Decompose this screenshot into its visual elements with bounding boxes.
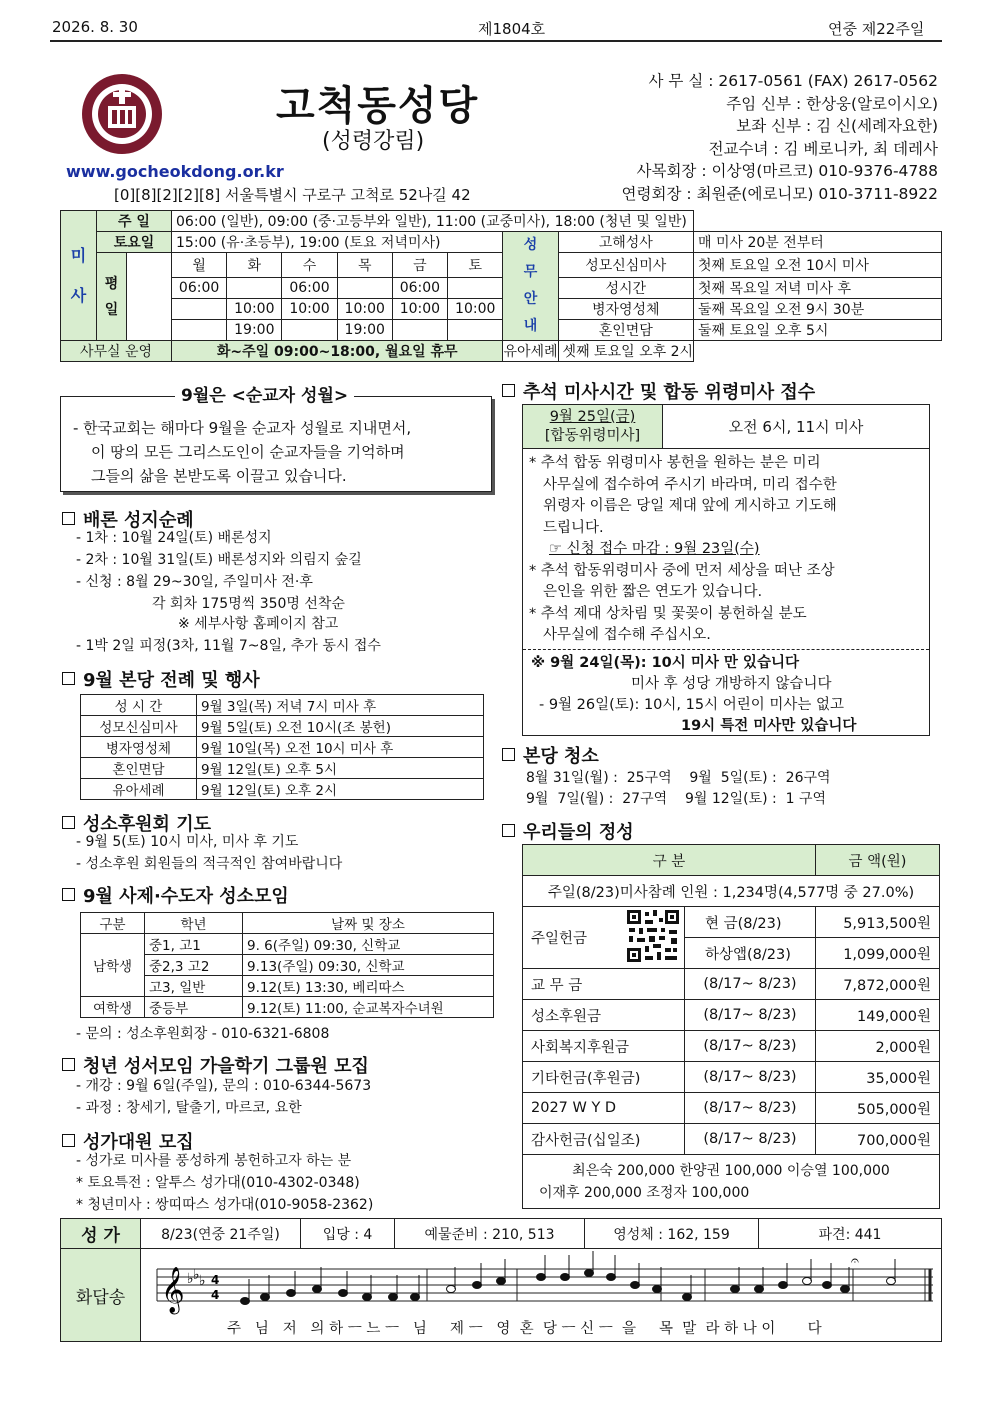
guide-time: 둘째 목요일 오전 9시 30분 bbox=[694, 299, 942, 320]
choir-title-text: 성가대원 모집 bbox=[83, 1132, 194, 1153]
guide-name: 병자영성체 bbox=[558, 299, 693, 320]
parish-title: 고척동성당 bbox=[276, 83, 480, 129]
gathering-table bbox=[80, 912, 494, 1018]
lyric: 목 bbox=[659, 1321, 674, 1337]
psalm-note bbox=[585, 1270, 594, 1277]
guide-name: 고해성사 bbox=[558, 232, 693, 253]
liturgy-title-text: 9월 본당 전례 및 행사 bbox=[83, 670, 260, 691]
psalm-note bbox=[497, 1278, 506, 1285]
psalm-note bbox=[653, 1286, 662, 1293]
gathering-place: 9.13(주일) 09:30, 신학교 bbox=[243, 955, 494, 976]
cleaning-line: 8월 31일(월) : 25구역 9월 5일(토) : 26구역 bbox=[526, 770, 831, 786]
psalm-note bbox=[803, 1278, 812, 1285]
offering-item: 감사헌금(십일조) bbox=[523, 1124, 685, 1155]
mass-cell: 06:00 bbox=[392, 278, 447, 299]
chuseok-line: * 추석 합동 위령미사 봉헌을 원하는 분은 미리 bbox=[529, 455, 821, 471]
mass-cell: 10:00 bbox=[227, 299, 282, 320]
choir-line: - 성가로 미사를 풍성하게 봉헌하고자 하는 분 bbox=[76, 1153, 352, 1169]
pilgrimage-title-text: 배론 성지순례 bbox=[83, 510, 194, 531]
chuseok-body bbox=[529, 453, 837, 647]
day-thu: 목 bbox=[337, 253, 392, 278]
gathering-place: 9. 6(주일) 09:30, 신학교 bbox=[243, 934, 494, 955]
lyric: 신 bbox=[580, 1321, 595, 1337]
mass-cell bbox=[392, 320, 447, 341]
liturgy-time: 9월 12일(토) 오후 2시 bbox=[197, 779, 484, 800]
liturgy-name: 성 시 간 bbox=[81, 695, 197, 716]
offering-item: 성소후원금 bbox=[523, 1000, 685, 1031]
vocation-title-text: 성소후원회 기도 bbox=[83, 814, 211, 835]
gathering-grade: 중1, 고1 bbox=[145, 934, 243, 955]
gathering-grade: 중2,3 고2 bbox=[145, 955, 243, 976]
offering-item: 교 무 금 bbox=[523, 969, 685, 1000]
liturgy-name: 유아세례 bbox=[81, 779, 197, 800]
day-wed: 수 bbox=[282, 253, 337, 278]
psalm-note bbox=[607, 1274, 616, 1281]
cleaning-title bbox=[502, 742, 599, 768]
lyric: ㅡ bbox=[385, 1321, 400, 1337]
offering-item: 2027 W Y D bbox=[523, 1093, 685, 1124]
liturgy-time: 9월 12일(토) 오후 5시 bbox=[197, 758, 484, 779]
guide-time: 둘째 토요일 오후 5시 bbox=[694, 320, 942, 341]
feast-subtitle: (성령강림) bbox=[322, 129, 425, 154]
month-box bbox=[60, 386, 492, 492]
gathering-place: 9.12(토) 13:30, 베리따스 bbox=[243, 976, 494, 997]
youth-line: - 개강 : 9월 6일(주일), 문의 : 010-6344-5673 bbox=[76, 1078, 372, 1094]
guide-time: 셋째 토요일 오후 2시 bbox=[558, 341, 693, 362]
youth-line: - 과정 : 창세기, 탈출기, 마르코, 요한 bbox=[76, 1100, 302, 1116]
qr-code-icon bbox=[623, 907, 685, 969]
weekday-label: 평 bbox=[104, 275, 119, 292]
gathering-contact: - 문의 : 성소후원회장 - 010-6321-6808 bbox=[76, 1026, 330, 1042]
guide-label: 성 bbox=[523, 237, 538, 253]
chuseok-note: 19시 특전 미사만 있습니다 bbox=[681, 718, 857, 734]
offering-amount: 35,000원 bbox=[816, 1062, 940, 1093]
psalm-note bbox=[473, 1282, 482, 1289]
liturgy-name: 혼인면담 bbox=[81, 758, 197, 779]
liturgical-week: 연중 제22주일 bbox=[828, 20, 925, 38]
guide-label-3: 안 bbox=[523, 291, 538, 307]
chuseok-note: ※ 9월 24일(목): 10시 미사 만 있습니다 bbox=[531, 655, 799, 671]
svg-text:4: 4 bbox=[211, 1288, 220, 1302]
lyric: 님 bbox=[412, 1321, 427, 1337]
contact-funeral: 연령회장 : 최원준(에로니모) 010-3711-8922 bbox=[621, 184, 938, 203]
lyric: 제 bbox=[449, 1321, 464, 1337]
lyric: 을 bbox=[621, 1321, 636, 1337]
chuseok-line: * 추석 합동위령미사 중에 먼저 세상을 떠난 조상 bbox=[529, 562, 835, 579]
liturgy-time: 9월 3일(목) 저녁 7시 미사 후 bbox=[197, 695, 484, 716]
lyric: 영 bbox=[496, 1321, 511, 1337]
guide-name: 성모신심미사 bbox=[558, 253, 693, 278]
contact-council: 사목회장 : 이상영(마르코) 010-9376-4788 bbox=[636, 162, 938, 180]
guide-name: 유아세례 bbox=[503, 341, 558, 362]
row-spacer bbox=[127, 278, 172, 299]
pilgrimage-line: - 신청 : 8월 29~30일, 주일미사 전·후 bbox=[76, 574, 313, 590]
offering-header: 구 분 bbox=[523, 845, 816, 876]
app-label: 하상앱(8/23) bbox=[685, 938, 816, 969]
liturgy-name: 성모신심미사 bbox=[81, 716, 197, 737]
lyric: 당 bbox=[542, 1321, 557, 1337]
liturgy-title bbox=[62, 666, 260, 692]
gathering-group: 여학생 bbox=[81, 997, 145, 1018]
donor-line: 최은숙 200,000 한양권 100,000 이승열 100,000 bbox=[572, 1162, 890, 1179]
gathering-title-text: 9월 사제·수도자 성소모임 bbox=[83, 886, 289, 907]
mass-cell: 19:00 bbox=[227, 320, 282, 341]
psalm-note bbox=[887, 1278, 896, 1285]
contact-list bbox=[548, 70, 938, 205]
cash-label: 현 금(8/23) bbox=[685, 907, 816, 938]
psalm-note bbox=[841, 1286, 850, 1293]
lyric: 님 bbox=[254, 1321, 269, 1337]
guide-name: 성시간 bbox=[558, 278, 693, 299]
psalm-note bbox=[447, 1286, 456, 1293]
saturday-times: 15:00 (유·초등부), 19:00 (토요 저녁미사) bbox=[172, 232, 503, 253]
hymn-entrance: 입당 : 4 bbox=[301, 1219, 395, 1249]
hymn-offertory: 예물준비 : 210, 513 bbox=[395, 1219, 585, 1249]
liturgy-time: 9월 5일(토) 오전 10시(조 봉헌) bbox=[197, 716, 484, 737]
hymn-communion: 영성체 : 162, 159 bbox=[585, 1219, 759, 1249]
mass-cell bbox=[227, 278, 282, 299]
offering-title-text: 우리들의 정성 bbox=[523, 822, 634, 843]
donor-line: 이재후 200,000 조정자 100,000 bbox=[539, 1184, 750, 1201]
offering-table bbox=[522, 844, 940, 1209]
lyric: ㅡ bbox=[468, 1321, 483, 1337]
offering-item: 기타헌금(후원금) bbox=[523, 1062, 685, 1093]
vocation-line: - 성소후원 회원들의 적극적인 참여바랍니다 bbox=[76, 856, 343, 872]
chuseok-note: - 9월 26일(토): 10시, 15시 어린이 미사는 없고 bbox=[539, 697, 844, 713]
psalm-label: 화답송 bbox=[61, 1249, 141, 1342]
cleaning-title-text: 본당 청소 bbox=[523, 746, 599, 767]
mass-cell: 06:00 bbox=[282, 278, 337, 299]
day-fri: 금 bbox=[392, 253, 447, 278]
liturgy-time: 9월 10일(목) 오전 10시 미사 후 bbox=[197, 737, 484, 758]
svg-text:♭: ♭ bbox=[193, 1267, 200, 1283]
offering-amount: 2,000원 bbox=[816, 1031, 940, 1062]
lyric: 느 bbox=[366, 1321, 381, 1337]
mass-cell bbox=[448, 278, 503, 299]
gathering-grade: 고3, 일반 bbox=[145, 976, 243, 997]
mass-label-2: 사 bbox=[70, 285, 87, 305]
offering-amount: 7,872,000원 bbox=[816, 969, 940, 1000]
chuseok-time: 오전 6시, 11시 미사 bbox=[663, 405, 929, 449]
hymn-week: 8/23(연중 21주일) bbox=[141, 1219, 301, 1249]
psalm-score bbox=[141, 1249, 942, 1342]
psalm-note bbox=[561, 1274, 570, 1281]
lyric: 이 bbox=[761, 1321, 776, 1337]
vocation-line: - 9월 5(토) 10시 미사, 미사 후 기도 bbox=[76, 834, 299, 850]
contact-office: 사 무 실 : 2617-0561 (FAX) 2617-0562 bbox=[648, 72, 938, 90]
choir-line: * 청년미사 : 쌍띠따스 성가대(010-9058-2362) bbox=[76, 1197, 374, 1213]
header-rule bbox=[50, 40, 942, 42]
parish-seal bbox=[82, 74, 162, 154]
mass-cell: 10:00 bbox=[448, 299, 503, 320]
psalm-note bbox=[411, 1294, 420, 1301]
chuseok-line: * 추석 제대 상차림 및 꽃꽂이 봉헌하실 분도 bbox=[529, 605, 807, 622]
mass-cell bbox=[448, 320, 503, 341]
offering-period: (8/17~ 8/23) bbox=[685, 969, 816, 1000]
psalm-note bbox=[683, 1294, 692, 1301]
chuseok-line: 은인을 위한 짧은 연도가 있습니다. bbox=[543, 584, 763, 600]
gathering-group: 남학생 bbox=[81, 934, 145, 997]
cleaning-line: 9월 7일(월) : 27구역 9월 12일(토) : 1 구역 bbox=[526, 791, 827, 807]
lyric: 나 bbox=[742, 1321, 757, 1337]
offering-period: (8/17~ 8/23) bbox=[685, 1000, 816, 1031]
guide-label-4: 내 bbox=[523, 318, 538, 334]
chuseok-date-sub: [합동위령미사] bbox=[544, 428, 641, 444]
gathering-title bbox=[62, 882, 289, 908]
psalm-note bbox=[287, 1290, 296, 1297]
day-sat: 토 bbox=[448, 253, 503, 278]
psalm-note bbox=[779, 1282, 788, 1289]
lyric: 말 bbox=[682, 1321, 697, 1337]
app-amount: 1,099,000원 bbox=[816, 938, 940, 969]
svg-text:♭: ♭ bbox=[199, 1273, 206, 1289]
offering-attendance: 주일(8/23)미사참례 인원 : 1,234명(4,577명 중 27.0%) bbox=[523, 876, 940, 907]
guide-time: 첫째 토요일 오전 10시 미사 bbox=[694, 253, 942, 278]
chuseok-line: 사무실에 접수해 주십시오. bbox=[543, 627, 711, 643]
psalm-note bbox=[823, 1282, 832, 1289]
choir-line: * 토요특전 : 알투스 성가대(010-4302-0348) bbox=[76, 1175, 360, 1191]
liturgy-name: 병자영성체 bbox=[81, 737, 197, 758]
day-mon: 월 bbox=[172, 253, 227, 278]
saturday-label: 토요일 bbox=[97, 232, 172, 253]
mass-schedule-table bbox=[60, 210, 942, 362]
office-hours: 화~주일 09:00~18:00, 월요일 휴무 bbox=[172, 341, 503, 362]
mass-cell bbox=[172, 299, 227, 320]
gathering-header: 날짜 및 장소 bbox=[243, 913, 494, 934]
chuseok-title bbox=[502, 378, 815, 404]
lyric: 주 bbox=[227, 1321, 242, 1337]
chuseok-date: 9월 25일(금) bbox=[549, 409, 636, 425]
sunday-offering-label: 주일헌금 bbox=[523, 907, 623, 969]
chuseok-line: 드립니다. bbox=[543, 519, 604, 536]
weekday-label-2: 일 bbox=[104, 301, 119, 318]
offering-title bbox=[502, 818, 634, 844]
pilgrimage-line: - 2차 : 10월 31일(토) 배론성지와 의림지 숲길 bbox=[76, 552, 362, 568]
pilgrimage-line: 각 회차 175명씩 350명 선착순 bbox=[152, 596, 345, 612]
pilgrimage-line: ※ 세부사항 홈페이지 참고 bbox=[178, 616, 339, 632]
psalm-lyrics bbox=[227, 1317, 822, 1338]
mass-cell bbox=[282, 320, 337, 341]
day-tue: 화 bbox=[227, 253, 282, 278]
youth-title-text: 청년 성서모임 가을학기 그룹원 모집 bbox=[83, 1056, 369, 1077]
chuseok-line: 사무실에 접수하여 주시기 바라며, 미리 접수한 bbox=[543, 476, 837, 493]
psalm-note bbox=[537, 1274, 546, 1281]
address: [0][8][2][2][8] 서울특별시 구로구 고척로 52나길 42 bbox=[114, 186, 471, 204]
offering-item: 사회복지후원금 bbox=[523, 1031, 685, 1062]
offering-amount: 149,000원 bbox=[816, 1000, 940, 1031]
month-line: - 한국교회는 해마다 9월을 순교자 성월로 지내면서, bbox=[73, 419, 412, 437]
offering-period: (8/17~ 8/23) bbox=[685, 1124, 816, 1155]
offering-header: 금 액(원) bbox=[816, 845, 940, 876]
contact-sisters: 전교수녀 : 김 베로니카, 최 데레사 bbox=[708, 139, 938, 158]
lyric: ㅡ bbox=[347, 1321, 362, 1337]
issue-number: 제1804호 bbox=[478, 20, 546, 38]
chuseok-line: 위령자 이름은 당일 제대 앞에 게시하고 기도해 bbox=[543, 498, 837, 514]
lyric: ㅡ bbox=[561, 1321, 576, 1337]
row-spacer bbox=[127, 320, 172, 341]
weekday-corner bbox=[127, 253, 172, 278]
mass-cell bbox=[337, 278, 392, 299]
lyric: 하 bbox=[329, 1321, 344, 1337]
gathering-header: 구분 bbox=[81, 913, 145, 934]
chuseok-deadline: ☞ 신청 접수 마감 : 9월 23일(수) bbox=[549, 541, 760, 557]
gathering-header: 학년 bbox=[145, 913, 243, 934]
pilgrimage-line: - 1차 : 10월 24일(토) 배론성지 bbox=[76, 530, 272, 546]
lyric: 의 bbox=[310, 1321, 325, 1337]
month-line: 이 땅의 모든 그리스도인이 순교자들을 기억하며 bbox=[91, 443, 405, 461]
contact-pastor: 주임 신부 : 한상웅(알로이시오) bbox=[726, 94, 938, 113]
mass-cell: 10:00 bbox=[282, 299, 337, 320]
chuseok-note: 미사 후 성당 개방하지 않습니다 bbox=[631, 676, 832, 692]
liturgy-table bbox=[80, 694, 484, 800]
lyric: 라 bbox=[705, 1321, 720, 1337]
psalm-note bbox=[631, 1282, 640, 1289]
svg-text:♭: ♭ bbox=[187, 1271, 194, 1287]
svg-text:𝄐: 𝄐 bbox=[851, 1253, 859, 1269]
offering-donors bbox=[523, 1155, 940, 1209]
mass-cell bbox=[172, 320, 227, 341]
sunday-label: 주 일 bbox=[97, 211, 172, 232]
svg-text:4: 4 bbox=[211, 1273, 220, 1287]
hymn-dismissal: 파견: 441 bbox=[759, 1219, 942, 1249]
chuseok-divider bbox=[523, 649, 929, 650]
mass-cell: 10:00 bbox=[337, 299, 392, 320]
guide-label-2: 무 bbox=[523, 264, 538, 280]
hymn-label: 성 가 bbox=[61, 1219, 141, 1249]
psalm-note bbox=[731, 1286, 740, 1293]
chuseok-title-text: 추석 미사시간 및 합동 위령미사 접수 bbox=[523, 382, 816, 403]
chuseok-box bbox=[522, 404, 930, 736]
month-line: 그들의 삶을 본받도록 이끌고 있습니다. bbox=[91, 467, 347, 485]
mass-cell: 06:00 bbox=[172, 278, 227, 299]
issue-date: 2026. 8. 30 bbox=[52, 18, 138, 36]
lyric: 저 bbox=[282, 1321, 297, 1337]
office-label: 사무실 운영 bbox=[61, 341, 172, 362]
mass-cell: 19:00 bbox=[337, 320, 392, 341]
psalm-note bbox=[389, 1294, 398, 1301]
offering-period: (8/17~ 8/23) bbox=[685, 1062, 816, 1093]
pilgrimage-line: - 1박 2일 피정(3차, 11월 7~8일, 추가 동시 접수 bbox=[76, 638, 381, 654]
lyric: 다 bbox=[807, 1321, 822, 1337]
psalm-note bbox=[241, 1298, 250, 1305]
hymn-table bbox=[60, 1218, 942, 1342]
youth-title bbox=[62, 1052, 369, 1078]
month-title: 9월은 <순교자 성월> bbox=[175, 381, 354, 406]
row-spacer bbox=[127, 299, 172, 320]
offering-amount: 505,000원 bbox=[816, 1093, 940, 1124]
svg-text:𝄞: 𝄞 bbox=[161, 1267, 185, 1313]
psalm-note bbox=[363, 1294, 372, 1301]
contact-assistant: 보좌 신부 : 김 신(세례자요한) bbox=[736, 117, 938, 135]
website-link[interactable]: www.gocheokdong.or.kr bbox=[66, 162, 284, 181]
guide-time: 매 미사 20분 전부터 bbox=[694, 232, 942, 253]
psalm-note bbox=[339, 1290, 348, 1297]
guide-time: 첫째 목요일 저녁 미사 후 bbox=[694, 278, 942, 299]
sunday-times: 06:00 (일반), 09:00 (중·고등부와 일반), 11:00 (교중미사), 18:00 (청년 및 일반) bbox=[172, 211, 694, 232]
psalm-note bbox=[313, 1286, 322, 1293]
lyric: ㅡ bbox=[598, 1321, 613, 1337]
offering-period: (8/17~ 8/23) bbox=[685, 1093, 816, 1124]
lyric: 혼 bbox=[519, 1321, 534, 1337]
psalm-note bbox=[755, 1286, 764, 1293]
chuseok-notes bbox=[531, 653, 856, 737]
chuseok-date-cell bbox=[523, 405, 663, 449]
guide-name: 혼인면담 bbox=[558, 320, 693, 341]
psalm-note bbox=[261, 1294, 270, 1301]
gathering-grade: 중등부 bbox=[145, 997, 243, 1018]
offering-period: (8/17~ 8/23) bbox=[685, 1031, 816, 1062]
offering-amount: 700,000원 bbox=[816, 1124, 940, 1155]
cash-amount: 5,913,500원 bbox=[816, 907, 940, 938]
gathering-place: 9.12(토) 11:00, 순교복자수녀원 bbox=[243, 997, 494, 1018]
mass-label: 미 bbox=[70, 245, 87, 265]
mass-cell: 10:00 bbox=[392, 299, 447, 320]
lyric: 하 bbox=[724, 1321, 739, 1337]
